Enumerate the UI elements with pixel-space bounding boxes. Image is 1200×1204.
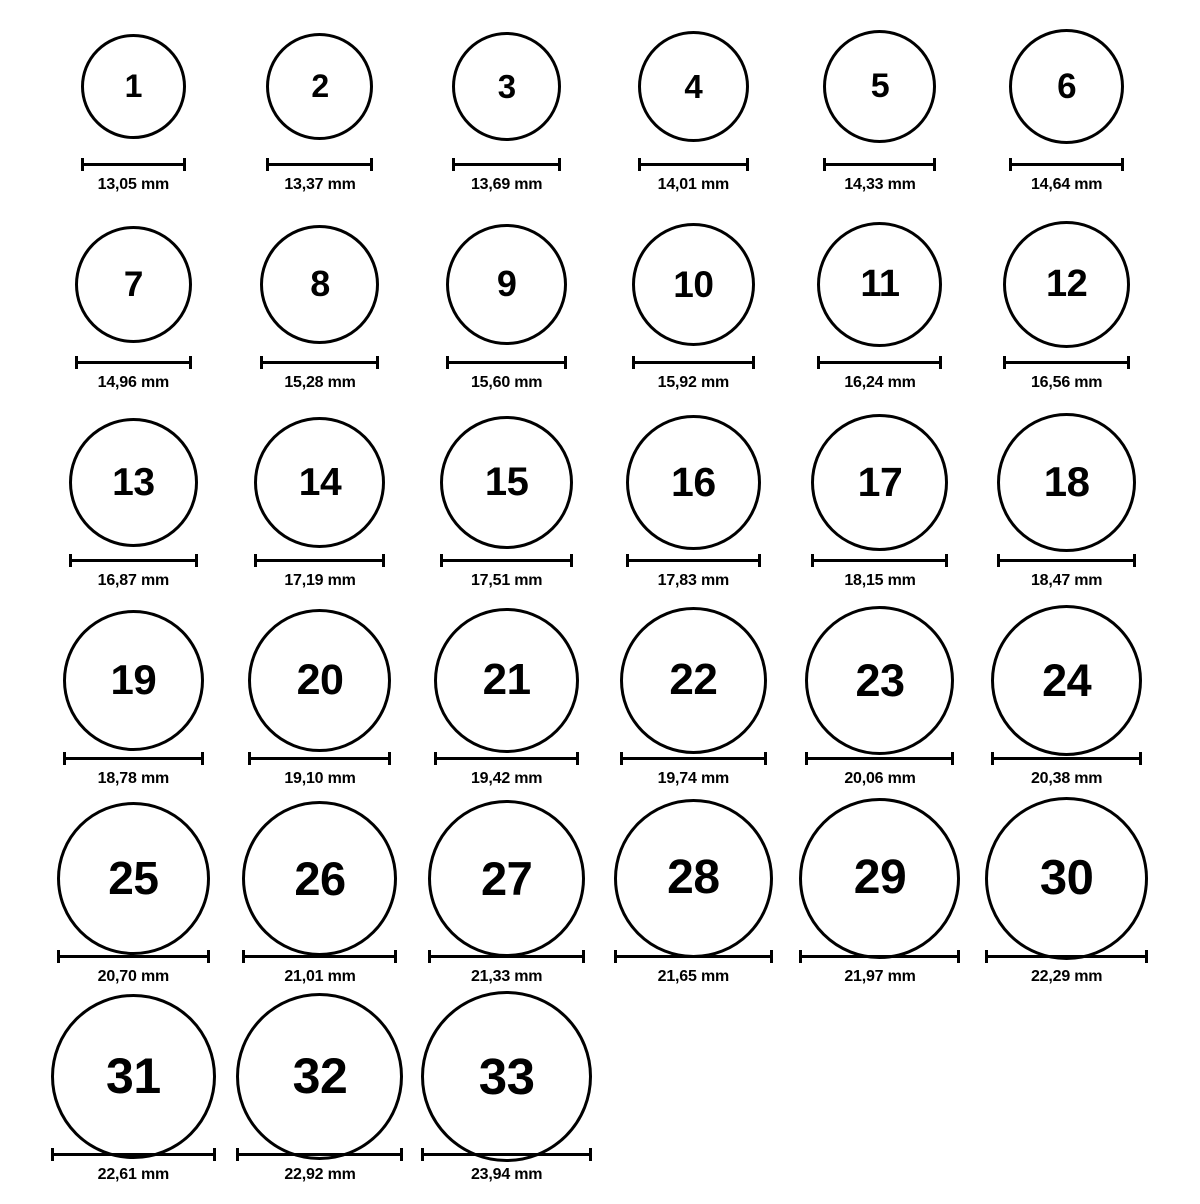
ruler-cap-right [183, 158, 186, 171]
diameter-label: 20,06 mm [844, 770, 916, 787]
ruler-line [823, 163, 936, 166]
ring-size-number: 8 [310, 263, 330, 304]
ruler-cap-left [817, 356, 820, 369]
diameter-ruler [638, 158, 749, 170]
diameter-label: 17,19 mm [284, 572, 356, 589]
ruler-cap-left [620, 752, 623, 765]
ring-size-cell [600, 16, 787, 214]
ring-size-number: 24 [1042, 654, 1092, 706]
ruler-cap-left [75, 356, 78, 369]
diameter-ruler [75, 356, 192, 368]
ruler-cap-right [758, 554, 761, 567]
ring-size-number: 20 [296, 655, 344, 704]
ruler-cap-left [626, 554, 629, 567]
ruler-cap-right [213, 1148, 216, 1161]
diameter-ruler [254, 554, 385, 566]
diameter-ruler [626, 554, 761, 566]
ring-circle [985, 797, 1148, 960]
ruler-cap-left [434, 752, 437, 765]
ring-circle [75, 226, 192, 343]
ring-circle [51, 994, 216, 1159]
ring-size-cell [787, 412, 974, 610]
ruler-cap-left [266, 158, 269, 171]
ruler-line [69, 559, 198, 562]
diameter-ruler [1003, 356, 1130, 368]
ring-size-cell [40, 214, 227, 412]
ruler-cap-right [1145, 950, 1148, 963]
ruler-line [63, 757, 204, 760]
ring-circle-wrap [620, 610, 767, 750]
diameter-ruler [242, 950, 397, 962]
ruler-line [421, 1153, 592, 1156]
ring-size-number: 13 [112, 460, 155, 504]
ruler-cap-left [69, 554, 72, 567]
diameter-label: 14,01 mm [657, 176, 729, 193]
diameter-label: 15,60 mm [470, 374, 543, 391]
ring-circle [997, 413, 1136, 552]
ring-size-number: 6 [1057, 66, 1077, 106]
ruler-cap-left [446, 356, 449, 369]
ruler-cap-right [957, 950, 960, 963]
ruler-cap-left [991, 752, 994, 765]
ruler-cap-left [440, 554, 443, 567]
ruler-cap-left [985, 950, 988, 963]
ring-circle-wrap [75, 214, 192, 354]
ring-circle-wrap [57, 808, 210, 948]
diameter-label: 21,97 mm [844, 968, 916, 985]
ruler-line [452, 163, 561, 166]
ring-size-cell [600, 808, 787, 1006]
ruler-cap-left [254, 554, 257, 567]
ring-size-number: 25 [108, 852, 159, 904]
ring-circle-wrap [638, 16, 749, 156]
ruler-cap-right [189, 356, 192, 369]
ring-circle [823, 30, 936, 143]
ring-size-cell [40, 16, 227, 214]
ring-size-number: 3 [497, 67, 516, 105]
ring-circle-wrap [266, 16, 373, 156]
diameter-ruler [985, 950, 1148, 962]
ruler-cap-left [614, 950, 617, 963]
ruler-cap-left [260, 356, 263, 369]
diameter-ruler [434, 752, 579, 764]
diameter-ruler [823, 158, 936, 170]
ruler-line [614, 955, 773, 958]
ring-size-number: 4 [684, 67, 703, 105]
diameter-label: 13,05 mm [97, 176, 169, 193]
ring-size-number: 23 [855, 654, 905, 706]
ruler-cap-left [997, 554, 1000, 567]
ruler-cap-right [933, 158, 936, 171]
ring-circle [63, 610, 204, 751]
ruler-cap-left [242, 950, 245, 963]
ring-size-cell [40, 412, 227, 610]
ruler-cap-right [746, 158, 749, 171]
diameter-label: 22,61 mm [97, 1166, 169, 1183]
ring-circle-wrap [81, 16, 186, 156]
ruler-cap-right [207, 950, 210, 963]
diameter-ruler [266, 158, 373, 170]
ruler-cap-right [400, 1148, 403, 1161]
diameter-ruler [446, 356, 567, 368]
ring-size-number: 12 [1046, 263, 1088, 305]
ring-size-cell [40, 1006, 227, 1204]
ruler-cap-right [388, 752, 391, 765]
ruler-cap-left [248, 752, 251, 765]
ring-circle-wrap [69, 412, 198, 552]
ring-circle [69, 418, 198, 547]
ring-size-number: 5 [870, 67, 890, 105]
ring-size-cell [413, 1006, 600, 1204]
ring-circle-wrap [446, 214, 567, 354]
ring-size-number: 32 [292, 1048, 348, 1104]
ring-size-cell [787, 16, 974, 214]
ruler-cap-left [1009, 158, 1012, 171]
ruler-line [805, 757, 954, 760]
ring-circle [614, 799, 773, 958]
ring-size-cell [413, 412, 600, 610]
ruler-line [51, 1153, 216, 1156]
diameter-ruler [452, 158, 561, 170]
ring-size-number: 1 [124, 68, 142, 104]
ring-circle [242, 801, 397, 956]
ruler-line [817, 361, 942, 364]
ruler-line [236, 1153, 403, 1156]
diameter-ruler [248, 752, 391, 764]
ruler-cap-left [632, 356, 635, 369]
ring-size-number: 9 [496, 263, 517, 304]
ruler-cap-left [57, 950, 60, 963]
ruler-cap-left [51, 1148, 54, 1161]
diameter-ruler [428, 950, 585, 962]
ruler-line [620, 757, 767, 760]
diameter-ruler [421, 1148, 592, 1160]
ruler-line [446, 361, 567, 364]
ring-circle-wrap [236, 1006, 403, 1146]
ruler-line [428, 955, 585, 958]
ruler-line [434, 757, 579, 760]
diameter-label: 16,56 mm [1030, 374, 1103, 391]
ring-circle [421, 991, 592, 1162]
ring-size-number: 27 [481, 851, 533, 905]
ring-circle [57, 802, 210, 955]
diameter-label: 13,69 mm [470, 176, 543, 193]
ruler-cap-left [81, 158, 84, 171]
ring-circle [1009, 29, 1124, 144]
ring-size-cell [973, 808, 1160, 1006]
ring-size-cell [227, 16, 414, 214]
ring-circle [236, 993, 403, 1160]
ruler-cap-right [382, 554, 385, 567]
ring-circle-wrap [1009, 16, 1124, 156]
ring-circle [632, 223, 755, 346]
ruler-line [75, 361, 192, 364]
diameter-ruler [63, 752, 204, 764]
ruler-cap-right [1127, 356, 1130, 369]
ruler-cap-left [799, 950, 802, 963]
diameter-label: 18,15 mm [844, 572, 916, 589]
ring-circle [799, 798, 960, 959]
diameter-ruler [811, 554, 948, 566]
diameter-label: 14,64 mm [1030, 176, 1103, 193]
ring-circle [440, 416, 573, 549]
ruler-line [260, 361, 379, 364]
ruler-line [811, 559, 948, 562]
diameter-label: 16,24 mm [844, 374, 916, 391]
ring-circle [991, 605, 1142, 756]
ruler-cap-right [1139, 752, 1142, 765]
ruler-cap-right [764, 752, 767, 765]
diameter-label: 19,10 mm [284, 770, 356, 787]
ring-size-number: 30 [1039, 850, 1094, 905]
diameter-ruler [69, 554, 198, 566]
ruler-cap-right [370, 158, 373, 171]
diameter-ruler [805, 752, 954, 764]
ring-circle [81, 34, 186, 139]
ring-circle [626, 415, 761, 550]
ring-size-number: 15 [484, 460, 529, 504]
ring-circle-wrap [805, 610, 954, 750]
ring-circle-wrap [817, 214, 942, 354]
ruler-line [1009, 163, 1124, 166]
diameter-label: 21,33 mm [470, 968, 543, 985]
ring-circle [446, 224, 567, 345]
ring-size-cell [600, 610, 787, 808]
ring-size-cell [413, 16, 600, 214]
ruler-line [242, 955, 397, 958]
ruler-cap-right [564, 356, 567, 369]
ruler-line [799, 955, 960, 958]
ruler-cap-right [570, 554, 573, 567]
ring-size-cell [413, 214, 600, 412]
diameter-label: 18,47 mm [1030, 572, 1103, 589]
ring-circle-wrap [614, 808, 773, 948]
ring-size-cell [973, 610, 1160, 808]
ruler-cap-left [236, 1148, 239, 1161]
ruler-cap-left [823, 158, 826, 171]
ring-size-number: 26 [294, 851, 346, 905]
diameter-ruler [817, 356, 942, 368]
ring-circle [254, 417, 385, 548]
ruler-cap-right [376, 356, 379, 369]
ring-circle [811, 414, 948, 551]
ring-size-cell [600, 214, 787, 412]
ring-size-number: 33 [478, 1047, 535, 1105]
ring-size-cell [227, 412, 414, 610]
ring-size-number: 14 [298, 460, 342, 504]
ring-circle [428, 800, 585, 957]
ruler-cap-right [558, 158, 561, 171]
ring-circle-wrap [421, 1006, 592, 1146]
ring-circle [620, 607, 767, 754]
ruler-cap-right [752, 356, 755, 369]
diameter-label: 13,37 mm [284, 176, 356, 193]
diameter-label: 20,70 mm [97, 968, 169, 985]
diameter-ruler [620, 752, 767, 764]
ruler-line [632, 361, 755, 364]
diameter-ruler [799, 950, 960, 962]
ruler-line [266, 163, 373, 166]
ring-circle [260, 225, 379, 344]
ruler-line [1003, 361, 1130, 364]
ring-size-cell [600, 412, 787, 610]
ruler-line [638, 163, 749, 166]
diameter-label: 23,94 mm [470, 1166, 543, 1183]
diameter-ruler [997, 554, 1136, 566]
ring-size-cell [787, 808, 974, 1006]
diameter-label: 21,01 mm [284, 968, 356, 985]
ring-circle-wrap [626, 412, 761, 552]
ruler-cap-left [1003, 356, 1006, 369]
ring-circle-wrap [260, 214, 379, 354]
ring-size-cell [40, 610, 227, 808]
ring-circle-wrap [991, 610, 1142, 750]
ruler-cap-right [394, 950, 397, 963]
ring-size-cell [40, 808, 227, 1006]
ring-circle [434, 608, 579, 753]
diameter-label: 14,33 mm [844, 176, 916, 193]
diameter-label: 15,28 mm [284, 374, 356, 391]
ruler-cap-right [201, 752, 204, 765]
ruler-cap-left [428, 950, 431, 963]
ruler-cap-left [811, 554, 814, 567]
ring-circle [452, 32, 561, 141]
ring-circle-wrap [823, 16, 936, 156]
ring-size-cell [227, 1006, 414, 1204]
diameter-label: 19,74 mm [657, 770, 729, 787]
ruler-line [254, 559, 385, 562]
ring-circle-wrap [51, 1006, 216, 1146]
ring-size-number: 21 [482, 655, 531, 704]
ring-circle-wrap [242, 808, 397, 948]
ring-size-number: 16 [671, 458, 716, 505]
ring-size-number: 7 [123, 264, 143, 304]
diameter-label: 21,65 mm [657, 968, 729, 985]
ruler-cap-right [939, 356, 942, 369]
ring-size-cell [227, 610, 414, 808]
ruler-cap-left [452, 158, 455, 171]
ring-circle-wrap [440, 412, 573, 552]
ring-size-cell [227, 214, 414, 412]
ring-circle-wrap [63, 610, 204, 750]
diameter-ruler [614, 950, 773, 962]
diameter-ruler [236, 1148, 403, 1160]
ring-size-number: 17 [857, 458, 903, 505]
ruler-cap-right [195, 554, 198, 567]
ring-size-cell [973, 412, 1160, 610]
ruler-line [997, 559, 1136, 562]
ruler-cap-right [1121, 158, 1124, 171]
ring-circle-wrap [254, 412, 385, 552]
ruler-line [626, 559, 761, 562]
ruler-cap-right [770, 950, 773, 963]
diameter-ruler [1009, 158, 1124, 170]
ruler-cap-right [582, 950, 585, 963]
ring-size-number: 28 [667, 851, 720, 904]
ring-circle-wrap [811, 412, 948, 552]
ring-circle-wrap [248, 610, 391, 750]
ruler-cap-right [945, 554, 948, 567]
ring-size-cell [227, 808, 414, 1006]
ring-size-cell [413, 610, 600, 808]
ring-size-cell [973, 214, 1160, 412]
ring-size-number: 18 [1043, 458, 1090, 505]
ring-circle-wrap [428, 808, 585, 948]
ruler-line [985, 955, 1148, 958]
ring-size-number: 19 [110, 656, 157, 703]
ruler-line [81, 163, 186, 166]
ring-size-cell [787, 610, 974, 808]
ring-size-cell [973, 16, 1160, 214]
ring-size-cell [787, 214, 974, 412]
ring-size-number: 10 [673, 263, 714, 305]
diameter-ruler [51, 1148, 216, 1160]
diameter-label: 18,78 mm [97, 770, 169, 787]
ruler-cap-left [805, 752, 808, 765]
ruler-line [991, 757, 1142, 760]
diameter-ruler [991, 752, 1142, 764]
diameter-ruler [260, 356, 379, 368]
ruler-cap-right [576, 752, 579, 765]
diameter-label: 15,92 mm [657, 374, 729, 391]
ring-circle [248, 609, 391, 752]
diameter-ruler [632, 356, 755, 368]
diameter-label: 22,92 mm [284, 1166, 356, 1183]
ring-size-number: 29 [853, 851, 907, 904]
diameter-label: 16,87 mm [97, 572, 169, 589]
ruler-line [248, 757, 391, 760]
diameter-label: 19,42 mm [470, 770, 543, 787]
diameter-label: 14,96 mm [97, 374, 169, 391]
diameter-ruler [440, 554, 573, 566]
ruler-cap-right [1133, 554, 1136, 567]
ring-size-number: 22 [669, 655, 718, 704]
diameter-label: 22,29 mm [1030, 968, 1103, 985]
ring-size-number: 11 [860, 263, 900, 305]
ring-size-cell [413, 808, 600, 1006]
diameter-ruler [81, 158, 186, 170]
diameter-label: 17,51 mm [470, 572, 543, 589]
ruler-cap-left [638, 158, 641, 171]
ring-circle-wrap [632, 214, 755, 354]
ring-circle [1003, 221, 1130, 348]
ruler-cap-left [421, 1148, 424, 1161]
diameter-ruler [57, 950, 210, 962]
diameter-label: 17,83 mm [657, 572, 729, 589]
ruler-line [57, 955, 210, 958]
ring-size-number: 31 [106, 1048, 161, 1104]
ring-circle [805, 606, 954, 755]
ring-circle [638, 31, 749, 142]
ring-circle-wrap [1003, 214, 1130, 354]
ring-size-number: 2 [311, 68, 329, 104]
ring-circle [817, 222, 942, 347]
ruler-line [440, 559, 573, 562]
ruler-cap-right [589, 1148, 592, 1161]
ring-circle-wrap [997, 412, 1136, 552]
diameter-label: 20,38 mm [1030, 770, 1103, 787]
ring-circle-wrap [799, 808, 960, 948]
ring-circle-wrap [985, 808, 1148, 948]
ruler-cap-right [951, 752, 954, 765]
ring-circle-wrap [434, 610, 579, 750]
ring-circle-wrap [452, 16, 561, 156]
ruler-cap-left [63, 752, 66, 765]
ring-circle [266, 33, 373, 140]
